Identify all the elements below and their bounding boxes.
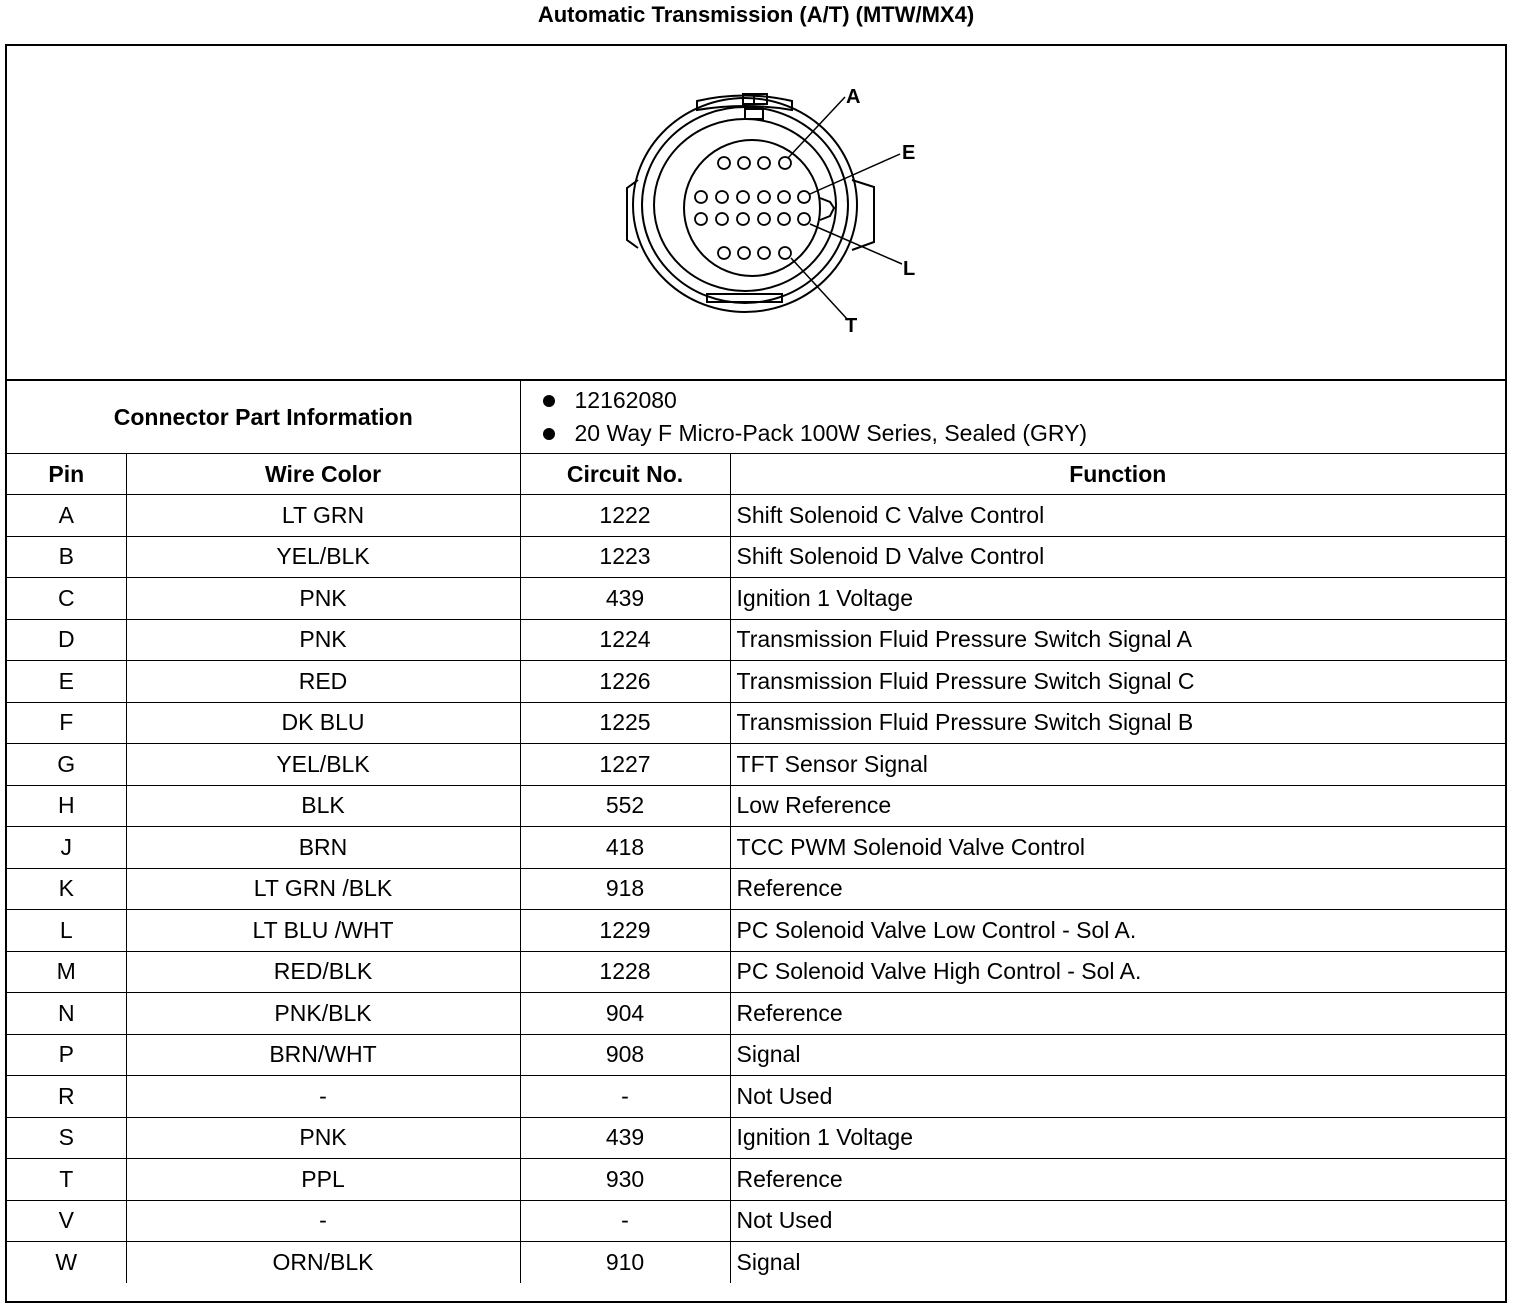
wire-color-cell: RED [126,661,520,703]
wire-color-cell: - [126,1200,520,1242]
pin-cavity [758,157,770,169]
pin-cell: G [7,744,126,786]
callout-L: L [903,258,916,280]
callout-T: T [845,315,858,337]
pin-cell: B [7,536,126,578]
circuit-cell: 439 [520,578,730,620]
callout-E: E [902,142,916,164]
pin-cell: S [7,1117,126,1159]
pin-cavity [758,213,770,225]
wire-color-cell: PPL [126,1159,520,1201]
function-cell: Reference [730,1159,1505,1201]
pin-cell: W [7,1242,126,1283]
connector-table-frame [5,44,1507,1303]
pin-cavity [737,213,749,225]
table-row [7,827,1505,869]
table-row [7,993,1505,1035]
pin-cavity [758,247,770,259]
pin-cell: F [7,702,126,744]
pin-cavity [738,247,750,259]
wire-color-cell: YEL/BLK [126,536,520,578]
circuit-cell: 1224 [520,619,730,661]
callout-A: A [846,86,861,108]
function-cell: Low Reference [730,785,1505,827]
wire-color-cell: PNK [126,578,520,620]
pin-cavity [798,213,810,225]
function-cell: Shift Solenoid D Valve Control [730,536,1505,578]
pinout-table [7,381,1505,1283]
circuit-cell: 552 [520,785,730,827]
pin-cavity [718,157,730,169]
wire-color-cell: YEL/BLK [126,744,520,786]
circuit-cell: - [520,1200,730,1242]
connector-info-row [7,381,1505,454]
function-cell: TFT Sensor Signal [730,744,1505,786]
connector-info-label: Connector Part Information [7,381,520,454]
table-row [7,619,1505,661]
wire-color-cell: - [126,1076,520,1118]
table-row [7,910,1505,952]
table-row [7,1242,1505,1283]
circuit-cell: 1222 [520,495,730,537]
circuit-cell: 930 [520,1159,730,1201]
function-cell: Transmission Fluid Pressure Switch Signal A [730,619,1505,661]
pin-cell: D [7,619,126,661]
pin-cavity [716,213,728,225]
pin-cavity [738,157,750,169]
wire-color-cell: PNK/BLK [126,993,520,1035]
function-cell: Ignition 1 Voltage [730,578,1505,620]
wire-color-cell: BRN/WHT [126,1034,520,1076]
pin-cell: J [7,827,126,869]
function-cell: Reference [730,868,1505,910]
function-cell: Shift Solenoid C Valve Control [730,495,1505,537]
pin-cell: H [7,785,126,827]
header-circuit: Circuit No. [520,454,730,495]
table-row [7,536,1505,578]
function-cell: Reference [730,993,1505,1035]
circuit-cell: 1226 [520,661,730,703]
function-cell: TCC PWM Solenoid Valve Control [730,827,1505,869]
pin-cell: P [7,1034,126,1076]
circuit-cell: 918 [520,868,730,910]
function-cell: Transmission Fluid Pressure Switch Signal B [730,702,1505,744]
table-row [7,744,1505,786]
table-row [7,785,1505,827]
function-cell: Ignition 1 Voltage [730,1117,1505,1159]
table-row [7,1076,1505,1118]
table-row [7,1034,1505,1076]
circuit-cell: 1228 [520,951,730,993]
pin-cavity [779,157,791,169]
circuit-cell: 439 [520,1117,730,1159]
table-row [7,1159,1505,1201]
function-cell: Signal [730,1034,1505,1076]
table-header [7,454,1505,495]
pin-field [684,140,820,276]
table-row [7,495,1505,537]
pin-cavity [695,191,707,203]
circuit-cell: 904 [520,993,730,1035]
part-number: 12162080 [543,384,1505,417]
page-title: Automatic Transmission (A/T) (MTW/MX4) [537,2,975,27]
wire-color-cell: PNK [126,619,520,661]
table-row [7,661,1505,703]
circuit-cell: 1227 [520,744,730,786]
table-row [7,1200,1505,1242]
function-cell: PC Solenoid Valve High Control - Sol A. [730,951,1505,993]
header-function: Function [730,454,1505,495]
pin-cell: M [7,951,126,993]
pin-cell: E [7,661,126,703]
circuit-cell: 418 [520,827,730,869]
header-wire-color: Wire Color [126,454,520,495]
table-row [7,868,1505,910]
pin-cavity [798,191,810,203]
pin-cell: N [7,993,126,1035]
pin-cell: A [7,495,126,537]
wire-color-cell: LT GRN [126,495,520,537]
circuit-cell: 1223 [520,536,730,578]
header-pin: Pin [7,454,126,495]
pin-cell: K [7,868,126,910]
pin-cell: L [7,910,126,952]
wire-color-cell: BLK [126,785,520,827]
circuit-cell: 1229 [520,910,730,952]
pin-cell: V [7,1200,126,1242]
pin-cavity [758,191,770,203]
pin-cavity [695,213,707,225]
pin-cell: C [7,578,126,620]
circuit-cell: 908 [520,1034,730,1076]
connector-description: 20 Way F Micro-Pack 100W Series, Sealed (GRY) [543,417,1505,450]
connector-face-drawing [7,46,1505,379]
circuit-cell: - [520,1076,730,1118]
function-cell: PC Solenoid Valve Low Control - Sol A. [730,910,1505,952]
pin-cell: R [7,1076,126,1118]
wire-color-cell: BRN [126,827,520,869]
wire-color-cell: RED/BLK [126,951,520,993]
wire-color-cell: LT BLU /WHT [126,910,520,952]
pin-cavity [778,213,790,225]
table-row [7,702,1505,744]
table-row [7,951,1505,993]
connector-diagram [7,46,1505,381]
function-cell: Signal [730,1242,1505,1283]
pin-cavity [716,191,728,203]
wire-color-cell: PNK [126,1117,520,1159]
function-cell: Not Used [730,1076,1505,1118]
connector-outer-shell [633,98,857,312]
wire-color-cell: DK BLU [126,702,520,744]
pin-cavity [779,247,791,259]
pin-cavity [778,191,790,203]
circuit-cell: 1225 [520,702,730,744]
latch-key [745,109,763,119]
function-cell: Not Used [730,1200,1505,1242]
table-row [7,578,1505,620]
table-row [7,1117,1505,1159]
connector-info-list [521,384,1505,450]
pin-cavity [737,191,749,203]
function-cell: Transmission Fluid Pressure Switch Signal C [730,661,1505,703]
wire-color-cell: ORN/BLK [126,1242,520,1283]
pin-cell: T [7,1159,126,1201]
circuit-cell: 910 [520,1242,730,1283]
wire-color-cell: LT GRN /BLK [126,868,520,910]
pin-cavity [718,247,730,259]
